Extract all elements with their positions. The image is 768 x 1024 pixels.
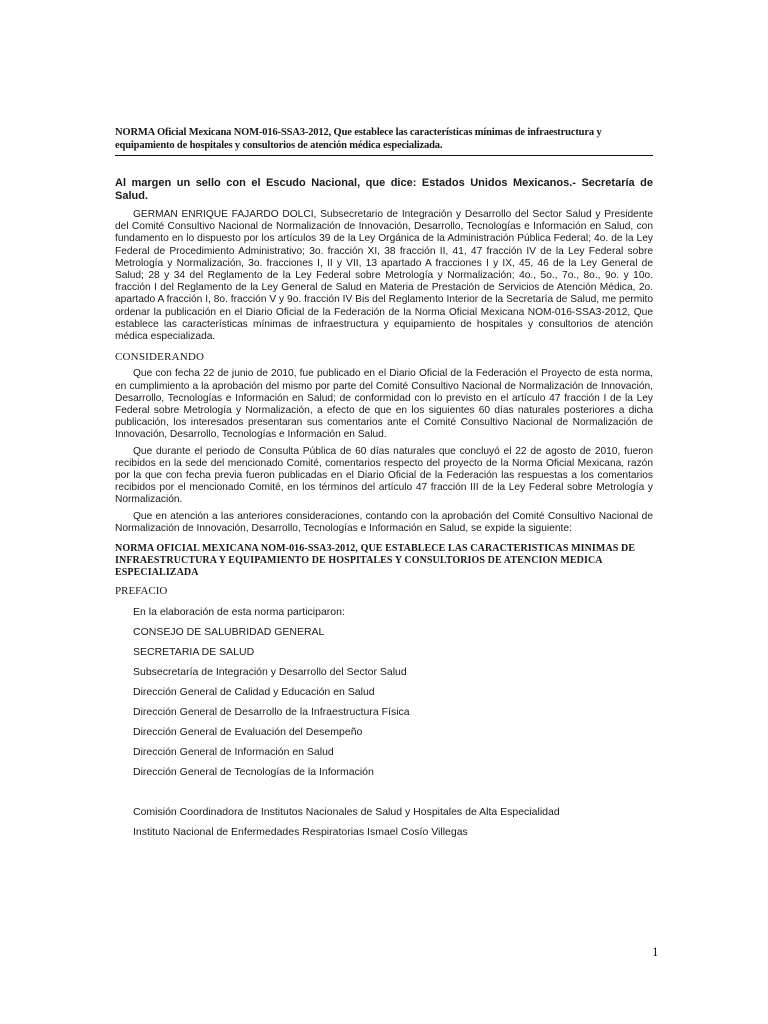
intro-paragraph: GERMAN ENRIQUE FAJARDO DOLCI, Subsecretario de Integración y Desarrollo del Sector Salud y Presidente del Comité Consultivo Nacional de Normalización de Innovación, Desarrollo, Tecnologías e Información en Salud, con fundamento en lo dispuesto por los artículos 39 de la Ley Orgánica de la Administración Pública Federal; 4o. de la Ley Federal de Procedimiento Administrativo; 3o. fracción XI, 38 fracción II, 41, 47 fracción IV de la Ley Federal sobre Metrología y Normalización, 3o. fracciones I, II y VII, 13 apartado A fracciones I y IX, 45, 46 de la Ley General de Salud; 28 y 34 del Reglamento de la Ley Federal sobre Metrología y Normalización; 4o., 5o., 7o., 8o., 9o. y 10o. fracción I del Reglamento de la Ley General de Salud en Materia de Prestación de Servicios de Atención Médica, 2o. apartado A fracción I, 8o. fracción V y 9o. fracción IV Bis del Reglamento Interior de la Secretaría de Salud, me permito ordenar la publicación en el Diario Oficial de la Federación de la Norma Oficial Mexicana NOM-016-SSA3-2012, Que establece las características mínimas de infraestructura y equipamiento de hospitales y consultorios de atención médica especializada. xyxy=(115,209,653,343)
list-item: Dirección General de Calidad y Educación en Salud xyxy=(133,686,375,699)
list-item: Subsecretaría de Integración y Desarrollo del Sector Salud xyxy=(133,666,407,679)
considerando-heading: CONSIDERANDO xyxy=(115,351,205,364)
list-item: Dirección General de Información en Salud xyxy=(133,746,334,759)
prefacio-heading: PREFACIO xyxy=(115,585,168,598)
sello-paragraph: Al margen un sello con el Escudo Nacional, que dice: Estados Unidos Mexicanos.- Secretaría de Salud. xyxy=(115,177,653,202)
document-title: NORMA Oficial Mexicana NOM-016-SSA3-2012, Que establece las características mínimas de infraestructura y equipamiento de hospitales y consultorios de atención médica especializada. xyxy=(115,127,602,151)
list-item: CONSEJO DE SALUBRIDAD GENERAL xyxy=(133,626,325,639)
list-item: Dirección General de Tecnologías de la Información xyxy=(133,766,374,779)
considerando-paragraph-1: Que con fecha 22 de junio de 2010, fue publicado en el Diario Oficial de la Federación el Proyecto de esta norma, en cumplimiento a la aprobación del mismo por parte del Comité Consultivo Nacional de Normalización de Innovación, Desarrollo, Tecnologías e Información en Salud; de conformidad con lo previsto en el artículo 47 fracción I de la Ley Federal sobre Metrología y Normalización, a efecto de que en los siguientes 60 días naturales posteriores a dicha publicación, los interesados presentaran sus comentarios ante el Comité Consultivo Nacional de Normalización de Innovación, Desarrollo, Tecnologías e Información en Salud. xyxy=(115,368,653,441)
considerando-paragraph-3: Que en atención a las anteriores consideraciones, contando con la aprobación del Comité Consultivo Nacional de Normalización de Innovación, Desarrollo, Tecnologías e Información en Salud, se expide la siguiente: xyxy=(115,510,653,534)
list-item: Dirección General de Desarrollo de la Infraestructura Física xyxy=(133,706,410,719)
list-item: Dirección General de Evaluación del Desempeño xyxy=(133,726,363,739)
list-item: Comisión Coordinadora de Institutos Nacionales de Salud y Hospitales de Alta Especialidad xyxy=(133,806,560,819)
participants-list-2 xyxy=(115,805,653,839)
title-divider xyxy=(115,155,653,156)
considerando-paragraph-2: Que durante el periodo de Consulta Pública de 60 días naturales que concluyó el 22 de agosto de 2010, fueron recibidos en la sede del mencionado Comité, comentarios respecto del proyecto de la Norma Oficial Mexicana, razón por la que con fecha previa fueron publicadas en el Diario Oficial de la Federación las respuestas a los comentarios recibidos por el mencionado Comité, en los términos del artículo 47 fracción III de la Ley Federal sobre Metrología y Normalización. xyxy=(115,445,653,506)
page-number: 1 xyxy=(652,944,659,959)
list-item: SECRETARIA DE SALUD xyxy=(133,646,255,659)
participants-list xyxy=(115,605,653,779)
document-page xyxy=(115,126,653,845)
list-item: Instituto Nacional de Enfermedades Respiratorias Ismael Cosío Villegas xyxy=(133,826,468,839)
participants-intro: En la elaboración de esta norma participaron: xyxy=(133,606,345,619)
norma-title: NORMA OFICIAL MEXICANA NOM-016-SSA3-2012, QUE ESTABLECE LAS CARACTERISTICAS MINIMAS DE INFRAESTRUCTURA Y EQUIPAMIENTO DE HOSPITALES Y CONSULTORIOS DE ATENCION MEDICA ESPECIALIZADA xyxy=(115,543,636,579)
